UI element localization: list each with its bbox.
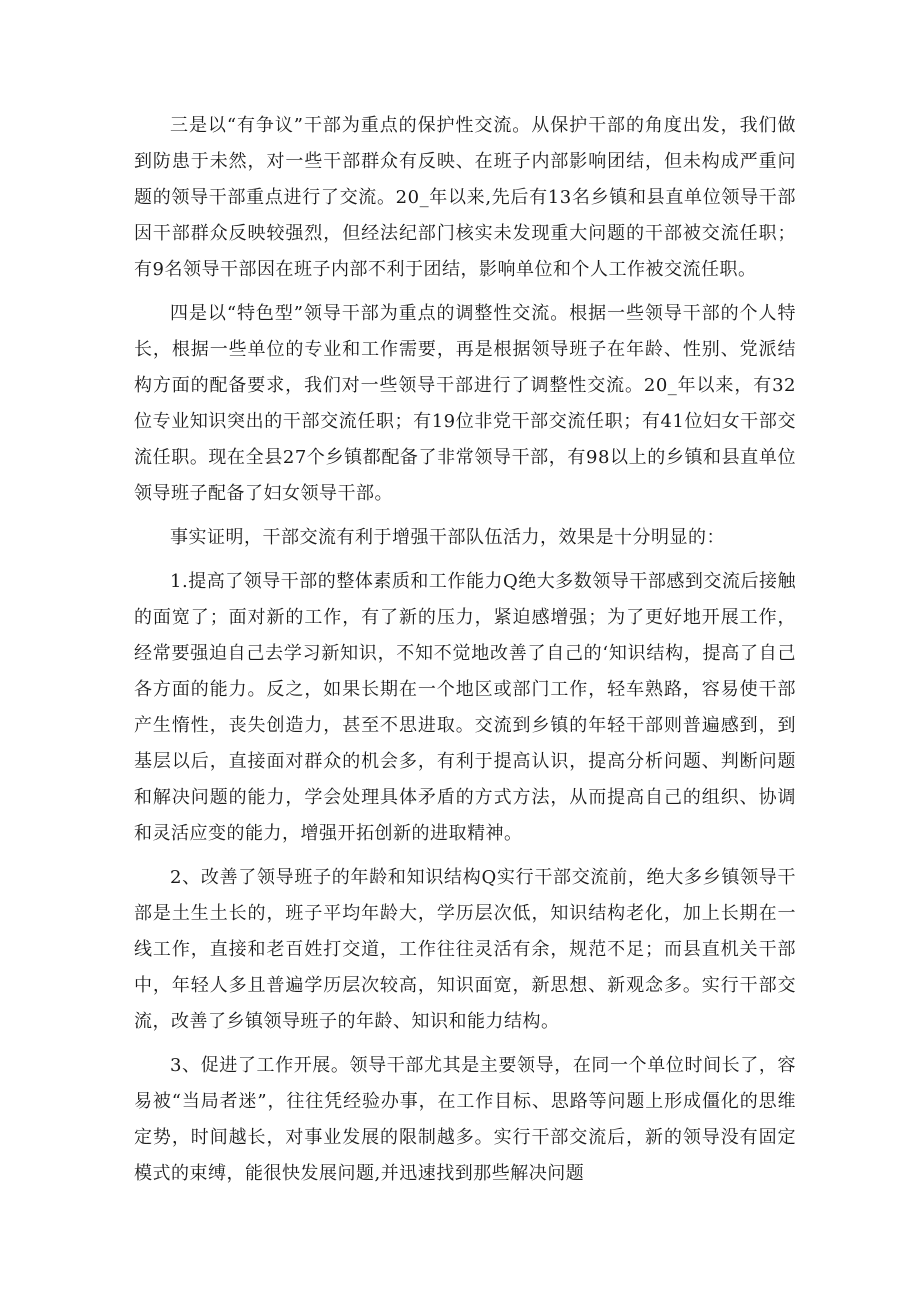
paragraph-point-2: 2、改善了领导班子的年龄和知识结构Q实行干部交流前，绝大多乡镇领导干部是土生土长的，班子平均年龄大，学历层次低，知识结构老化，加上长期在一线工作，直接和老百姓打交道，工作往往灵活有余，规范不足；而县直机关干部中，年轻人多且普遍学历层次较高，知识面宽，新思想、新观念多。实行干部交流，改善了乡镇领导班子的年龄、知识和能力结构。 bbox=[134, 867, 796, 1032]
paragraph-protective-exchange: 三是以“有争议”干部为重点的保护性交流。从保护干部的角度出发，我们做到防患于未然，对一些干部群众有反映、在班子内部影响团结，但未构成严重问题的领导干部重点进行了交流。20_年以来,先后有13名乡镇和县直单位领导干部因干部群众反映较强烈，但经法纪部门核实未发现重大问题的干部被交流任职；有9名领导干部因在班子内部不利于团结，影响单位和个人工作被交流任职。 bbox=[134, 115, 796, 280]
document-body bbox=[134, 108, 796, 1200]
paragraph-point-1: 1.提高了领导干部的整体素质和工作能力Q绝大多数领导干部感到交流后接触的面宽了；面对新的工作，有了新的压力，紧迫感增强；为了更好地开展工作，经常要强迫自己去学习新知识，不知不觉地改善了自己的‘知识结构，提高了自己各方面的能力。反之，如果长期在一个地区或部门工作，轻车熟路，容易使干部产生惰性，丧失创造力，甚至不思进取。交流到乡镇的年轻干部则普遍感到，到基层以后，直接面对群众的机会多，有利于提高认识，提高分析问题、判断问题和解决问题的能力，学会处理具体矛盾的方式方法，从而提高自己的组织、协调和灵活应变的能力，增强开拓创新的进取精神。 bbox=[134, 571, 796, 844]
paragraph-point-3: 3、促进了工作开展。领导干部尤其是主要领导，在同一个单位时间长了，容易被“当局者迷”，往往凭经验办事，在工作目标、思路等问题上形成僵化的思维定势，时间越长，对事业发展的限制越多。实行干部交流后，新的领导没有固定模式的束缚，能很快发展问题,并迅速找到那些解决问题 bbox=[134, 1055, 796, 1184]
paragraph-conclusion-intro: 事实证明，干部交流有利于增强干部队伍活力，效果是十分明显的： bbox=[170, 527, 725, 548]
paragraph-adjustment-exchange: 四是以“特色型”领导干部为重点的调整性交流。根据一些领导干部的个人特长，根据一些单位的专业和工作需要，再是根据领导班子在年龄、性别、党派结构方面的配备要求，我们对一些领导干部进行了调整性交流。20_年以来，有32位专业知识突出的干部交流任职；有19位非党干部交流任职；有41位妇女干部交流任职。现在全县27个乡镇都配备了非常领导干部，有98以上的乡镇和县直单位领导班子配备了妇女领导干部。 bbox=[134, 303, 796, 504]
